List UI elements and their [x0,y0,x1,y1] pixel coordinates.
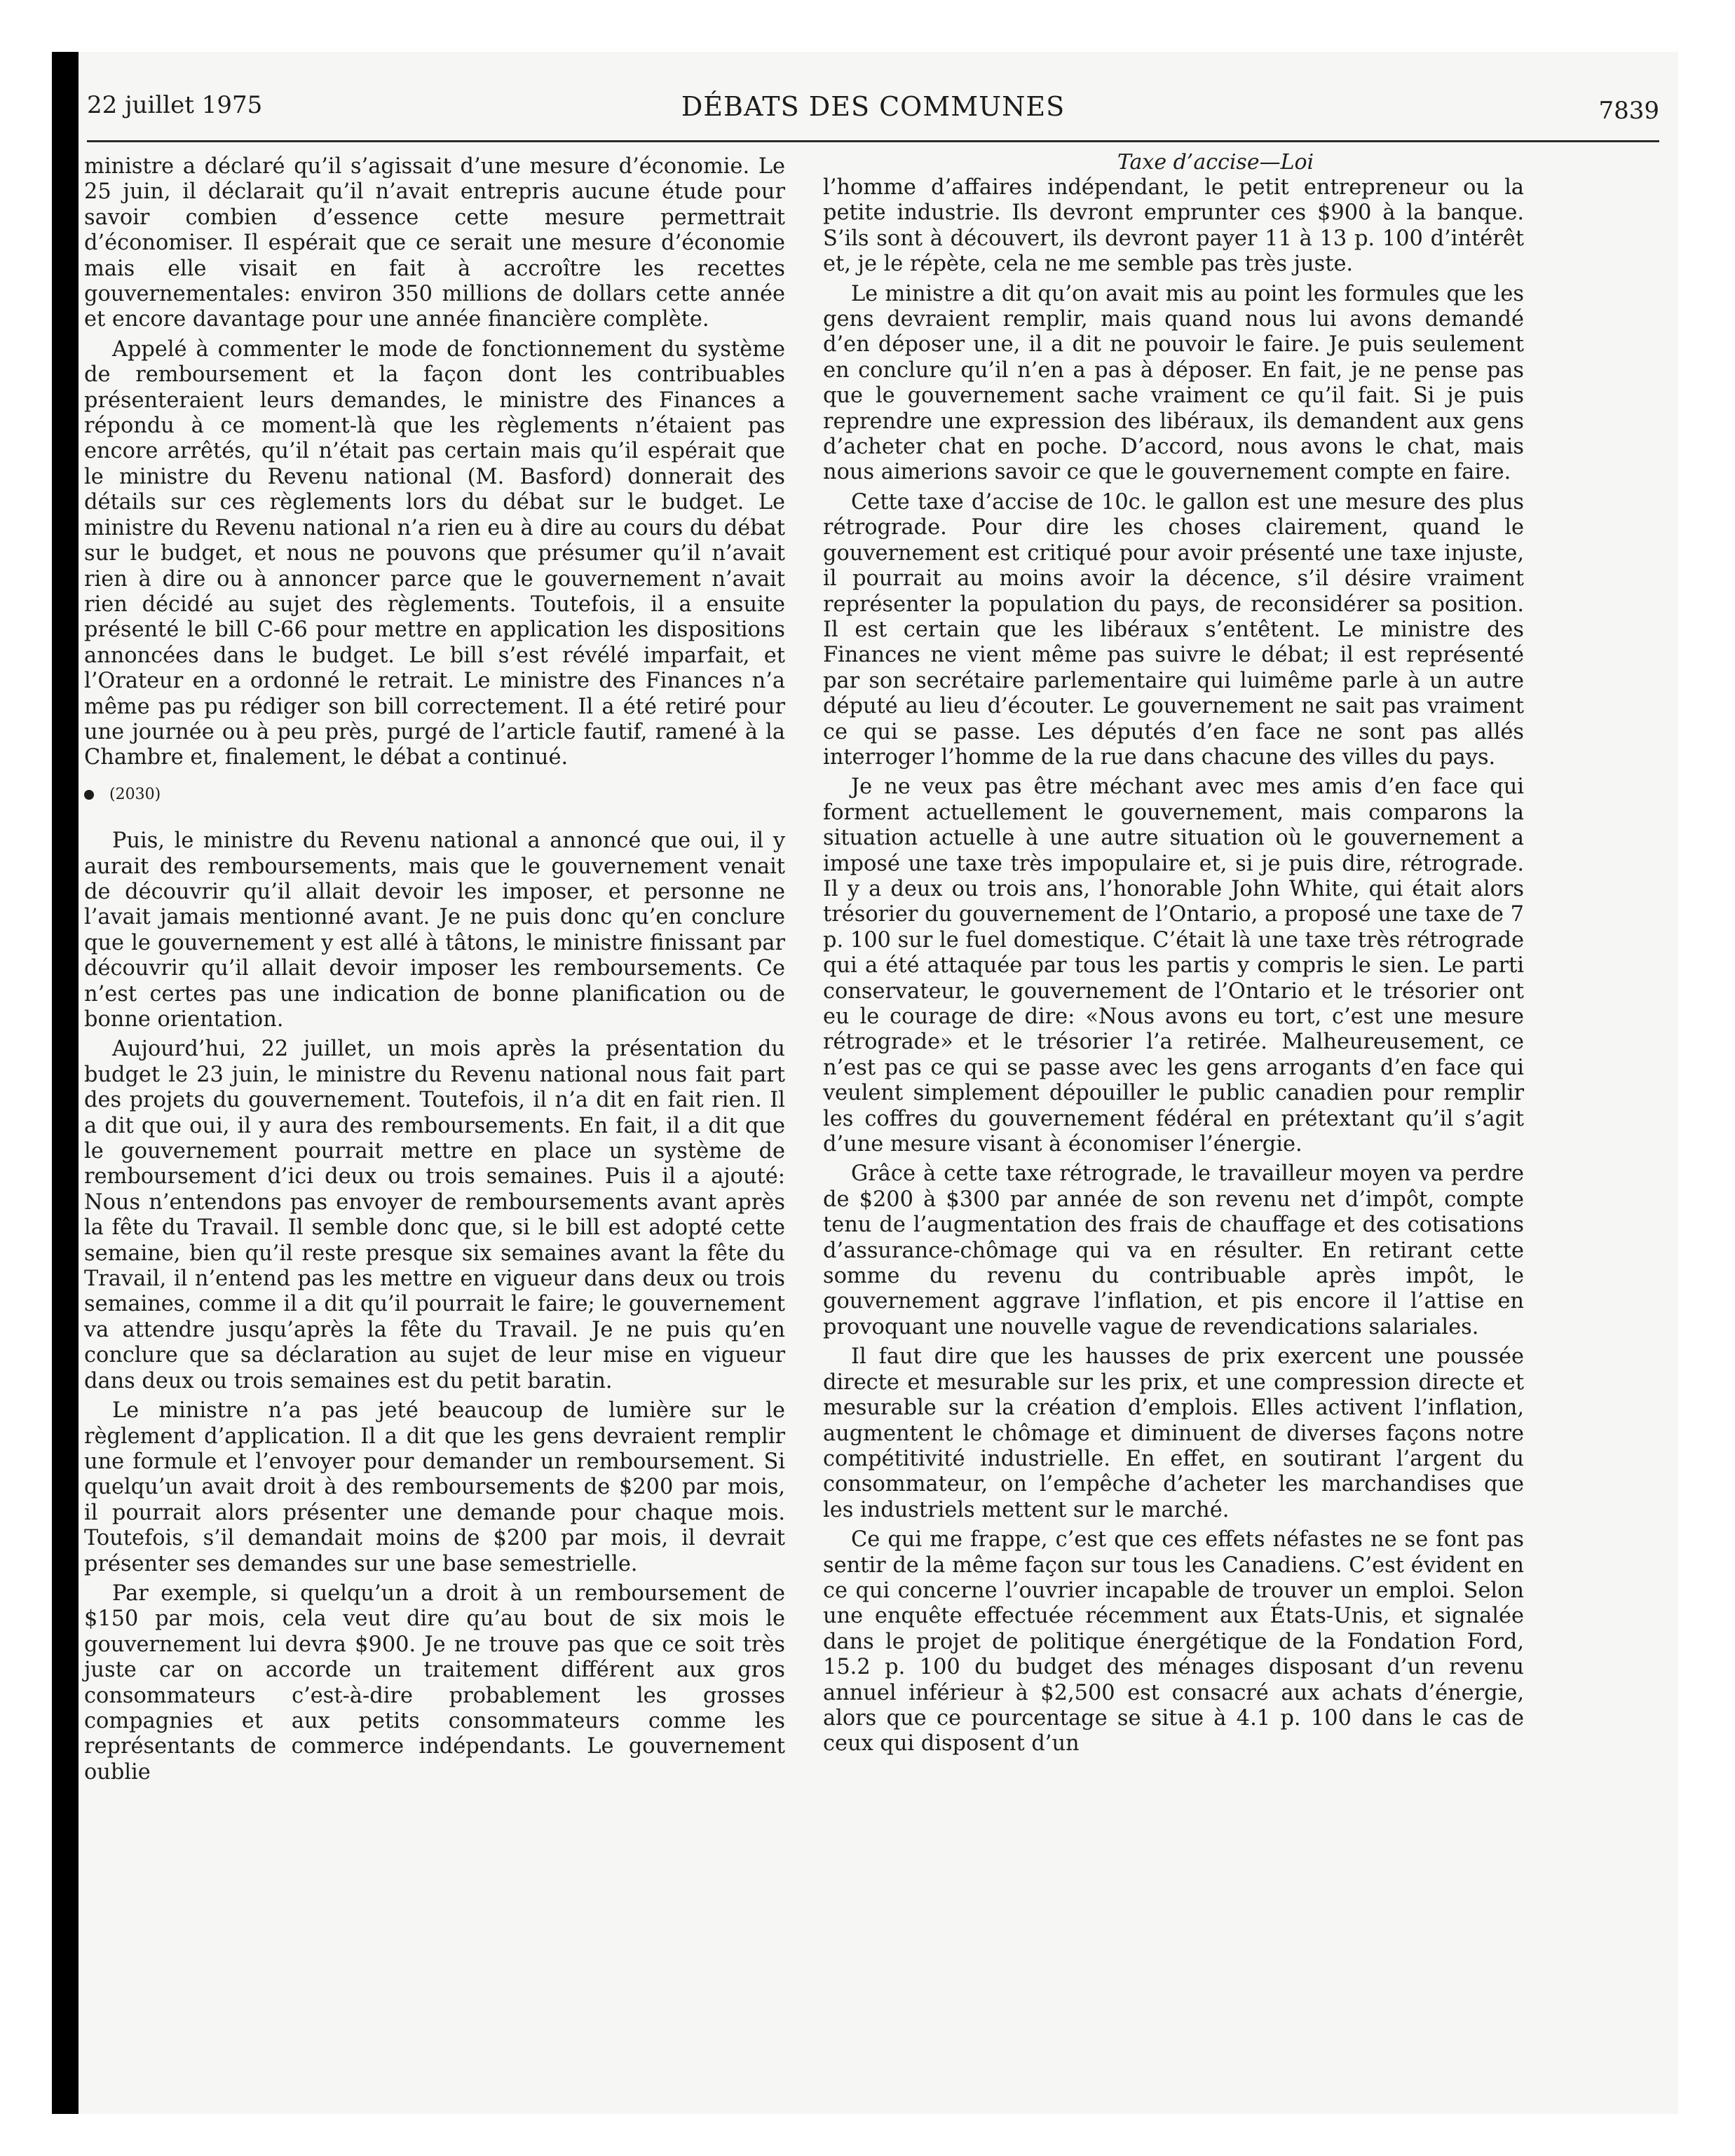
left-column [84,154,785,1785]
bullet-icon [84,790,94,800]
scan-edge-bar [52,52,79,2114]
paragraph: l’homme d’affaires indépendant, le petit entrepreneur ou la petite industrie. Ils devront emprunter ces $900 à la banque. S’ils sont à découvert, ils devront payer 11 à 13 p. 100 d’intérêt et, je le répète, cela ne me semble pas très juste. [823,175,1524,277]
paragraph: Il faut dire que les hausses de prix exercent une poussée directe et mesurable sur les prix, et une compression directe et mesurable sur la création d’emplois. Elles activent l’inflation, augmentent le chômage et diminuent de diverses façons notre compétitivité industrielle. En effet, en soutirant l’argent du consommateur, on l’empêche d’acheter les marchandises que les industriels mettent sur le marché. [823,1344,1524,1522]
time-marker [84,782,785,807]
paragraph: Le ministre n’a pas jeté beaucoup de lumière sur le règlement d’application. Il a dit que les gens devraient remplir une formule et l’envoyer pour demander un remboursement. Si quelqu’un avait droit à des remboursements de $200 par mois, il pourrait alors présenter une demande pour chaque mois. Toutefois, s’il demandait moins de $200 par mois, il devrait présenter ses demandes sur une base semestrielle. [84,1398,785,1576]
header-title: DÉBATS DES COMMUNES [681,91,1066,122]
right-column [823,150,1524,1757]
paragraph: Je ne veux pas être méchant avec mes amis d’en face qui forment actuellement le gouvernement, mais comparons la situation actuelle à une autre situation où le gouvernement a imposé une taxe très impopulaire et, si je puis dire, rétrograde. Il y a deux ou trois ans, l’honorable John White, qui était alors trésorier du gouvernement de l’Ontario, a proposé une taxe de 7 p. 100 sur le fuel domestique. C’était là une taxe très rétrograde qui a été attaquée par tous les partis y compris le sien. Le parti conservateur, le gouvernement de l’Ontario et le trésorier ont eu le courage de dire: «Nous avons eu tort, c’est une mesure rétrograde» et le trésorier l’a retirée. Malheureusement, ce n’est pas ce qui se passe avec les gens arrogants d’en face qui veulent simplement dépouiller le public canadien pour remplir les coffres du gouvernement fédéral en prétextant qu’il s’agit d’une mesure visant à économiser l’énergie. [823,775,1524,1157]
paragraph: Appelé à commenter le mode de fonctionnement du système de remboursement et la façon dont les contribuables présenteraient leurs demandes, le ministre des Finances a répondu à ce moment-là que les règlements n’étaient pas encore arrêtés, qu’il n’était pas certain mais qu’il espérait que le ministre du Revenu national (M. Basford) donnerait des détails sur ces règlements lors du débat sur le budget. Le ministre du Revenu national n’a rien eu à dire au cours du débat sur le budget, et nous ne pouvons que présumer qu’il n’avait rien à dire ou à annoncer parce que le gouvernement n’avait rien décidé au sujet des règlements. Toutefois, il a ensuite présenté le bill C-66 pour mettre en application les dispositions annoncées dans le budget. Le bill s’est révélé imparfait, et l’Orateur en a ordonné le retrait. Le ministre des Finances n’a même pas pu rédiger son bill correctement. Il a été retiré pour une journée ou à peu près, purgé de l’article fautif, ramené à la Chambre et, finalement, le débat a continué. [84,336,785,770]
paragraph: Ce qui me frappe, c’est que ces effets néfastes ne se font pas sentir de la même façon sur tous les Canadiens. C’est évident en ce qui concerne l’ouvrier incapable de trouver un emploi. Selon une enquête effectuée récemment aux États-Unis, et signalée dans le projet de politique énergétique de la Fondation Ford, 15.2 p. 100 du budget des ménages disposant d’un revenu annuel inférieur à $2,500 est consacré aux achats d’énergie, alors que ce pourcentage se situe à 4.1 p. 100 dans le cas de ceux qui disposent d’un [823,1527,1524,1756]
page-header [87,91,1659,142]
time-marker-label: (2030) [109,785,161,803]
paragraph: ministre a déclaré qu’il s’agissait d’une mesure d’économie. Le 25 juin, il déclarait qu’il n’avait entrepris aucune étude pour savoir combien d’essence cette mesure permettrait d’économiser. Il espérait que ce serait une mesure d’économie mais elle visait en fait à accroître les recettes gouvernementales: environ 350 millions de dollars cette année et encore davantage pour une année financière complète. [84,154,785,332]
page-number: 7839 [1598,97,1659,125]
paragraph: Par exemple, si quelqu’un a droit à un remboursement de $150 par mois, cela veut dire qu’au bout de six mois le gouvernement lui devra $900. Je ne trouve pas que ce soit très juste car on accorde un traitement différent aux gros consommateurs c’est-à-dire probablement les grosses compagnies et aux petits consommateurs comme les représentants de commerce indépendants. Le gouvernement oublie [84,1581,785,1785]
paragraph: Cette taxe d’accise de 10c. le gallon est une mesure des plus rétrograde. Pour dire les choses clairement, quand le gouvernement est critiqué pour avoir présenté une taxe injuste, il pourrait au moins avoir la décence, s’il désire vraiment représenter la population du pays, de reconsidérer sa position. Il est certain que les libéraux s’entêtent. Le ministre des Finances ne vient même pas suivre le débat; il est représenté par son secrétaire parlementaire qui luimême parle à un autre député au lieu d’écouter. Le gouvernement ne sait pas vraiment ce qui se passe. Les députés d’en face ne sont pas allés interroger l’homme de la rue dans chacune des villes du pays. [823,489,1524,770]
running-title: Taxe d’accise—Loi [1117,150,1314,175]
paragraph: Le ministre a dit qu’on avait mis au point les formules que les gens devraient remplir, mais quand nous lui avons demandé d’en déposer une, il a dit ne pouvoir le faire. Je puis seulement en conclure qu’il n’en a pas à déposer. En fait, je ne pense pas que le gouvernement sache vraiment ce qu’il fait. Si je puis reprendre une expression des libéraux, ils demandent aux gens d’acheter chat en poche. D’accord, nous avons le chat, mais nous aimerions savoir ce que le gouvernement compte en faire. [823,281,1524,485]
header-date: 22 juillet 1975 [87,91,263,119]
paragraph: Aujourd’hui, 22 juillet, un mois après la présentation du budget le 23 juin, le ministre du Revenu national nous fait part des projets du gouvernement. Toutefois, il n’a dit en fait rien. Il a dit que oui, il y aura des remboursements. En fait, il a dit que le gouvernement pourrait mettre en place un système de remboursement d’ici deux ou trois semaines. Puis il a ajouté: Nous n’entendons pas envoyer de remboursements avant après la fête du Travail. Il semble donc que, si le bill est adopté cette semaine, bien qu’il reste presque six semaines avant la fête du Travail, il n’entend pas les mettre en vigueur dans deux ou trois semaines, comme il a dit qu’il pourrait le faire; le gouvernement va attendre jusqu’après la fête du Travail. Je ne puis qu’en conclure que sa déclaration au sujet de leur mise en vigueur dans deux ou trois semaines est du petit baratin. [84,1037,785,1393]
paragraph: Grâce à cette taxe rétrograde, le travailleur moyen va perdre de $200 à $300 par année de son revenu net d’impôt, compte tenu de l’augmentation des frais de chauffage et des cotisations d’assurance-chômage qui va en résulter. En retirant cette somme du revenu du contribuable après impôt, le gouvernement aggrave l’inflation, et pis encore il l’attise en provoquant une nouvelle vague de revendications salariales. [823,1161,1524,1339]
paragraph: Puis, le ministre du Revenu national a annoncé que oui, il y aurait des remboursements, mais que le gouvernement venait de découvrir qu’il allait devoir les imposer, et personne ne l’avait jamais mentionné avant. Je ne puis donc qu’en conclure que le gouvernement y est allé à tâtons, le ministre finissant par découvrir qu’il allait devoir imposer les remboursements. Ce n’est certes pas une indication de bonne planification ou de bonne orientation. [84,828,785,1032]
